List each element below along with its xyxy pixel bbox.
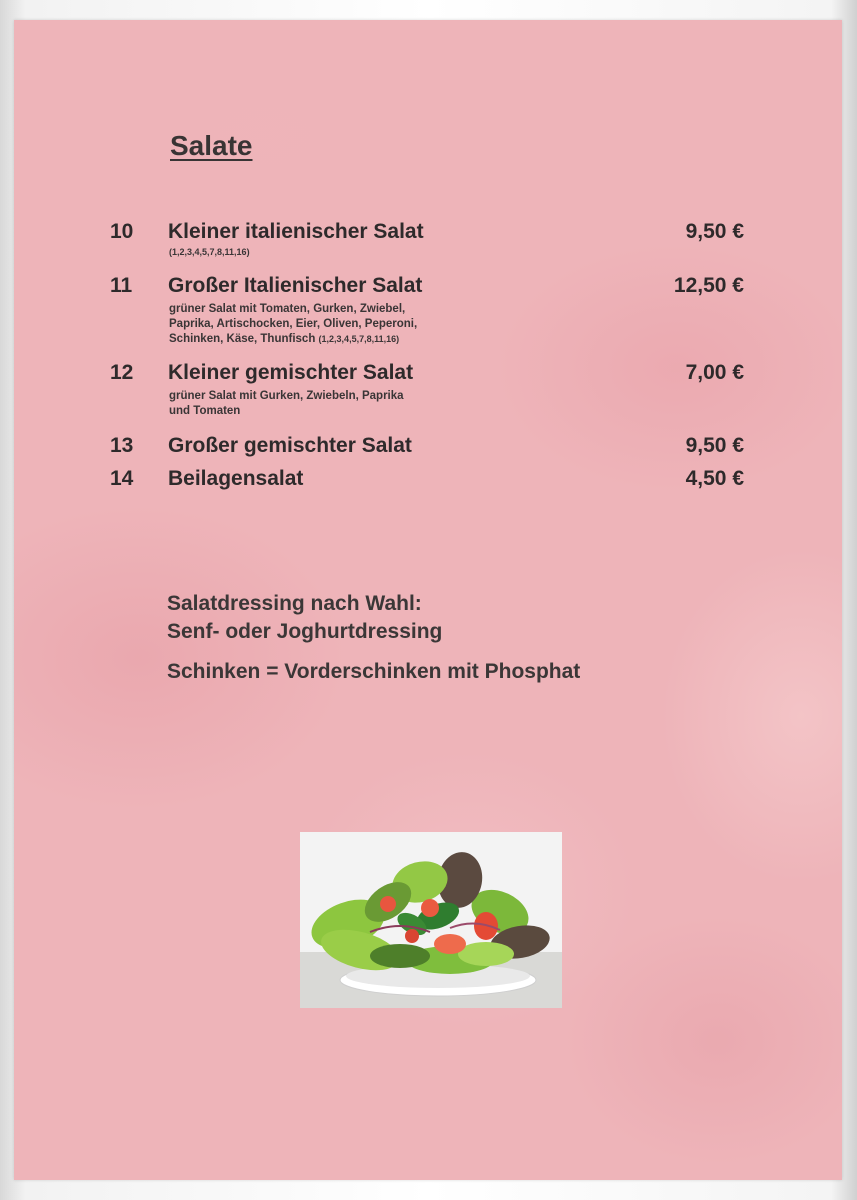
item-number: 10 xyxy=(110,220,134,243)
item-price: 7,00 € xyxy=(685,361,744,384)
description-line: grüner Salat mit Tomaten, Gurken, Zwiebel, xyxy=(169,303,406,315)
description-line: Paprika, Artischocken, Eier, Oliven, Peperoni, xyxy=(169,318,418,330)
item-name: Großer Italienischer Salat xyxy=(168,274,423,297)
dressing-options: Senf- oder Joghurtdressing xyxy=(167,620,443,643)
allergen-codes: (1,2,3,4,5,7,8,11,16) xyxy=(169,247,250,257)
item-description xyxy=(169,389,404,419)
item-description xyxy=(169,245,250,260)
description-line: grüner Salat mit Gurken, Zwiebeln, Paprika xyxy=(169,390,404,402)
description-line: und Tomaten xyxy=(169,405,241,417)
item-price: 9,50 € xyxy=(685,220,744,243)
section-title: Salate xyxy=(170,130,253,161)
item-name: Beilagensalat xyxy=(168,467,304,490)
item-name: Kleiner gemischter Salat xyxy=(168,361,414,384)
item-description xyxy=(169,302,417,347)
description-line: Schinken, Käse, Thunfisch (1,2,3,4,5,7,8,11,16) xyxy=(169,333,400,345)
menu-page xyxy=(14,20,842,1180)
salad-bowl-photo xyxy=(300,832,562,1008)
item-number: 12 xyxy=(110,361,134,384)
ham-note: Schinken = Vorderschinken mit Phosphat xyxy=(167,660,581,683)
dressing-note: Salatdressing nach Wahl: xyxy=(167,592,422,615)
item-number: 13 xyxy=(110,434,134,457)
allergen-codes: (1,2,3,4,5,7,8,11,16) xyxy=(318,334,400,344)
item-price: 12,50 € xyxy=(673,274,744,297)
item-price: 4,50 € xyxy=(685,467,744,490)
item-name: Kleiner italienischer Salat xyxy=(168,220,424,243)
item-price: 9,50 € xyxy=(685,434,744,457)
item-number: 11 xyxy=(110,274,133,297)
item-number: 14 xyxy=(110,467,134,490)
item-name: Großer gemischter Salat xyxy=(168,434,412,457)
